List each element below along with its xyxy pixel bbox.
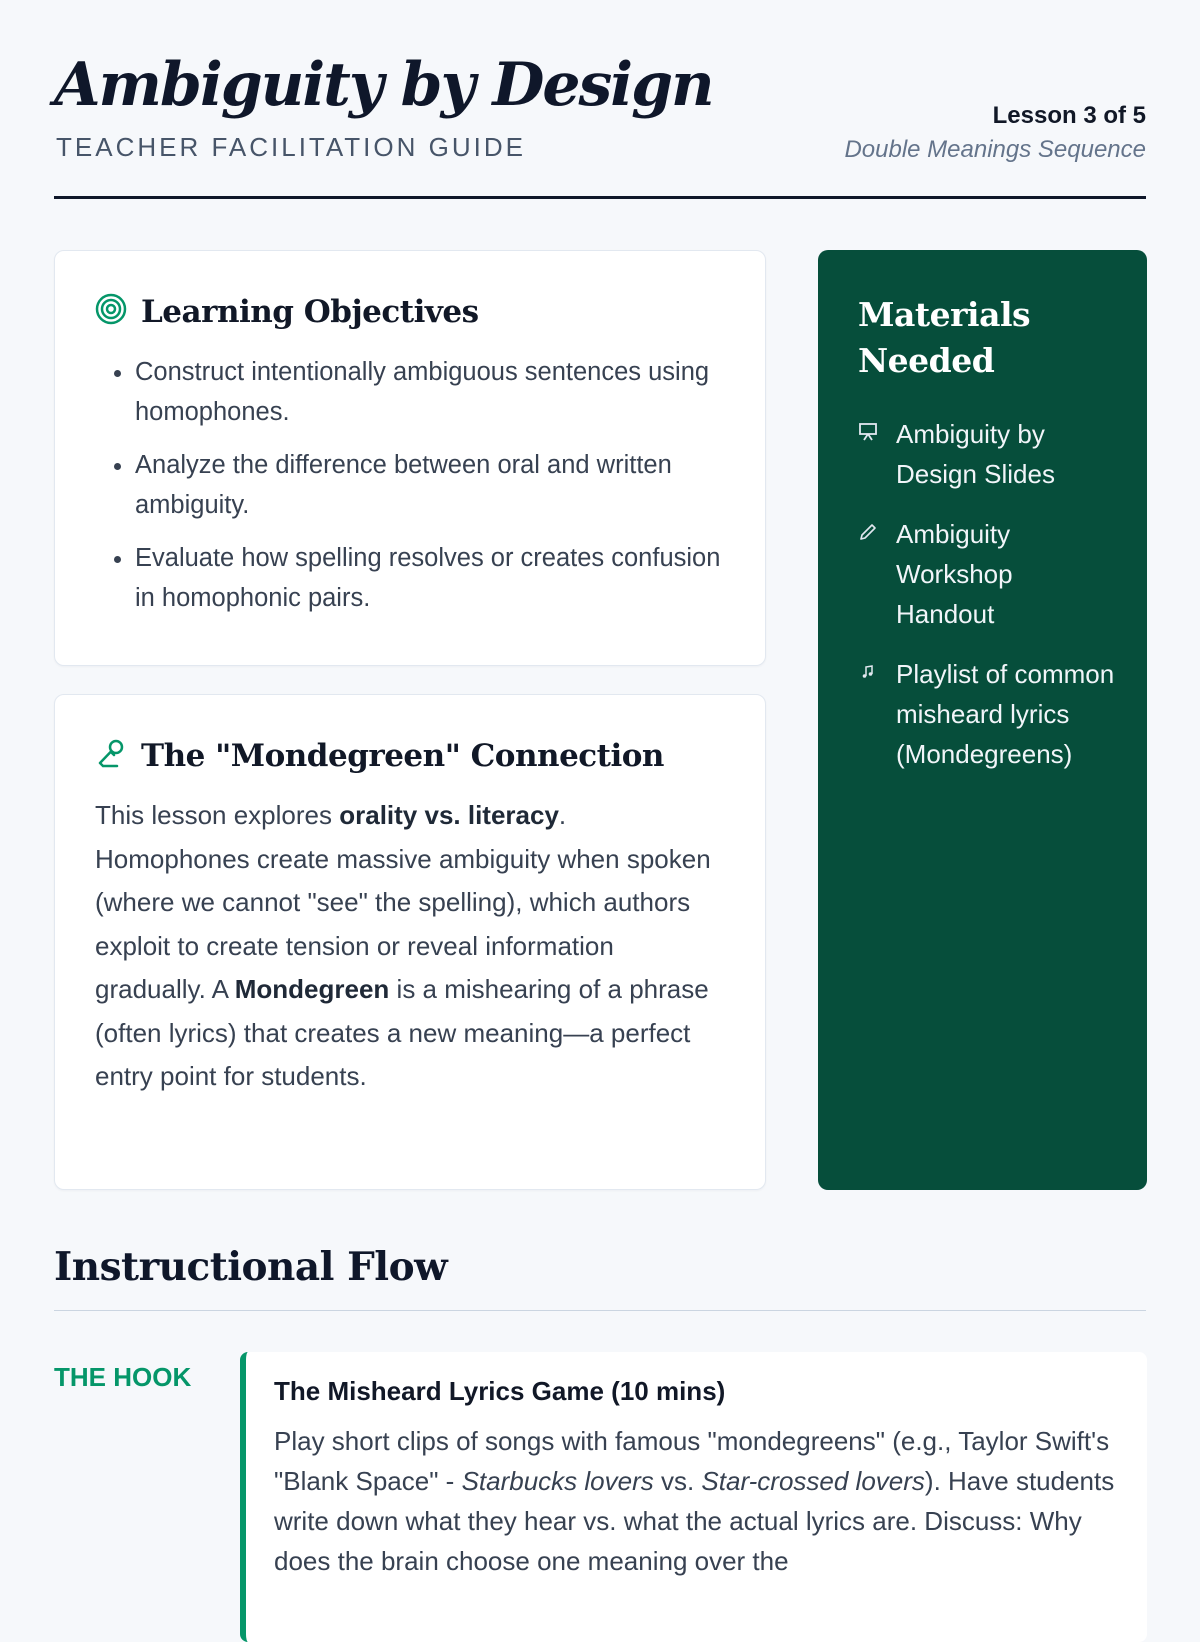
target-icon (95, 293, 127, 330)
objective-item: • Analyze the difference between oral and written ambiguity. (135, 445, 725, 525)
microphone-icon (95, 737, 127, 774)
learning-objectives-card (54, 250, 766, 666)
lesson-number: Lesson 3 of 5 (992, 102, 1146, 129)
materials-panel (818, 250, 1147, 1190)
materials-item (858, 414, 1117, 494)
flow-step-card (240, 1352, 1147, 1642)
materials-heading: Materials Needed (858, 295, 1031, 380)
objective-item: • Construct intentionally ambiguous sentences using homophones. (135, 352, 725, 432)
objectives-list (95, 352, 725, 618)
section-divider (54, 1310, 1146, 1311)
step-description: Play short clips of songs with famous "mondegreens" (e.g., Taylor Swift's "Blank Space" - Starbucks lovers vs. Star-crossed lovers). Have students write down what they hear vs. what the actual lyrics are. Discuss: Why does the brain choose one meaning over the (274, 1426, 1115, 1576)
mondegreen-card (54, 694, 766, 1190)
objectives-heading: Learning Objectives (141, 293, 479, 330)
page-subtitle: TEACHER FACILITATION GUIDE (56, 132, 526, 162)
mondegreen-text: This lesson explores orality vs. literacy. Homophones create massive ambiguity when spoken (where we cannot "see" the spelling), which authors exploit to create tension or reveal information gradually. A Mondegreen is a mishearing of a phrase (often lyrics) that creates a new meaning—a perfect entry point for students. (95, 800, 711, 1091)
sequence-name: Double Meanings Sequence (844, 136, 1146, 163)
phase-label: THE HOOK (54, 1362, 192, 1392)
presentation-icon (858, 422, 878, 447)
music-icon (858, 662, 878, 687)
materials-item (858, 514, 1117, 634)
pencil-icon (858, 522, 878, 547)
materials-item-label: Ambiguity by Design Slides (896, 419, 1055, 489)
materials-item-label: Playlist of common misheard lyrics (Mondegreens) (896, 659, 1115, 769)
step-title: The Misheard Lyrics Game (10 mins) (274, 1376, 726, 1406)
page-title: Ambiguity by Design (54, 50, 713, 120)
materials-item-label: Ambiguity Workshop Handout (896, 519, 1013, 629)
mondegreen-heading: The "Mondegreen" Connection (141, 737, 664, 774)
instructional-flow-heading: Instructional Flow (54, 1244, 448, 1290)
page-header (54, 40, 1146, 199)
materials-item (858, 654, 1117, 774)
objective-item: • Evaluate how spelling resolves or creates confusion in homophonic pairs. (135, 538, 725, 618)
materials-list (858, 414, 1117, 774)
